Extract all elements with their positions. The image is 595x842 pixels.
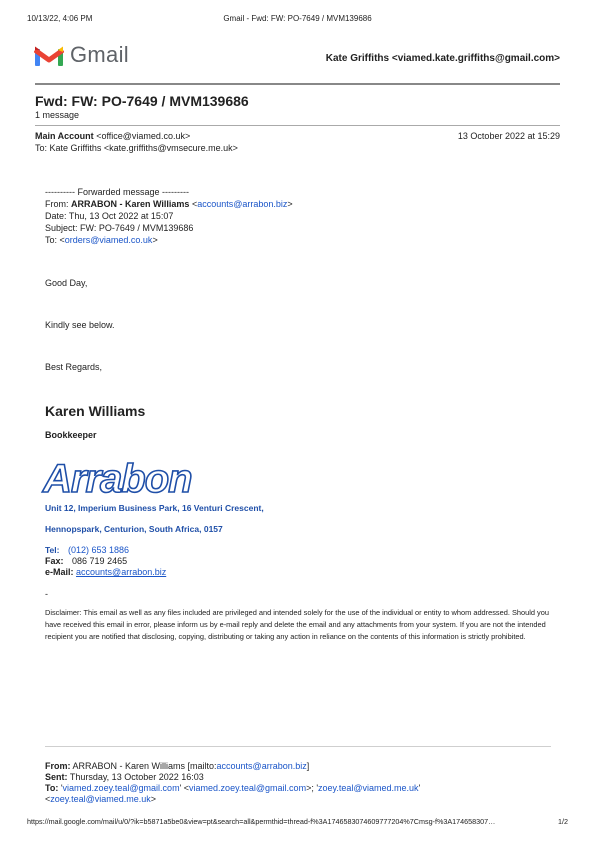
- quoted-to-q1: ': [58, 783, 63, 793]
- quoted-to-label: To:: [45, 783, 59, 793]
- print-datetime: 10/13/22, 4:06 PM: [27, 14, 93, 23]
- tel-label: Tel:: [45, 545, 60, 555]
- forwarded-from-name: ARRABON - Karen Williams: [71, 199, 190, 209]
- tel-number[interactable]: (012) 653 1886: [68, 545, 130, 555]
- thread-subject: Fwd: FW: PO-7649 / MVM139686: [35, 93, 249, 109]
- message-date: 13 October 2022 at 15:29: [457, 131, 560, 141]
- forwarded-from: [45, 199, 293, 210]
- gmail-wordmark: Gmail: [70, 42, 129, 67]
- print-page-number: 1/2: [558, 817, 568, 826]
- print-page-title: Gmail - Fwd: FW: PO-7649 / MVM139686: [223, 14, 372, 23]
- gmail-logo[interactable]: [34, 42, 129, 68]
- forwarded-to: [45, 235, 158, 246]
- body-closing: Best Regards,: [45, 362, 103, 372]
- fax-label: Fax:: [45, 556, 64, 566]
- message-recipient: To: Kate Griffiths <kate.griffiths@vmsecure.me.uk>: [35, 143, 238, 153]
- quoted-from: [45, 761, 309, 772]
- forwarded-from-open: <: [189, 199, 198, 209]
- signature-address-line1: Unit 12, Imperium Business Park, 16 Venturi Crescent,: [45, 503, 264, 513]
- forwarded-to-close: >: [152, 235, 158, 245]
- signature-title: Bookkeeper: [45, 430, 97, 440]
- signature-email: [45, 567, 166, 578]
- forwarded-to-email-link[interactable]: orders@viamed.co.uk: [64, 235, 153, 245]
- quoted-to-email2-link[interactable]: viamed.zoey.teal@gmail.com: [189, 783, 307, 793]
- account-label: Kate Griffiths <viamed.kate.griffiths@gmail.com>: [325, 53, 560, 64]
- quoted-to2-open: <: [45, 794, 51, 804]
- body-greeting: Good Day,: [45, 278, 88, 288]
- quoted-sent-text: Thursday, 13 October 2022 16:03: [67, 772, 204, 782]
- quoted-to-email1-link[interactable]: viamed.zoey.teal@gmail.com: [62, 783, 180, 793]
- quoted-from-email-link[interactable]: accounts@arrabon.biz: [216, 761, 307, 771]
- body-line: Kindly see below.: [45, 320, 115, 330]
- quoted-sent-label: Sent:: [45, 772, 68, 782]
- fax-number: 086 719 2465: [72, 556, 128, 566]
- signature-dash: -: [45, 589, 48, 599]
- message-count: 1 message: [35, 110, 80, 120]
- quoted-divider: [45, 746, 551, 747]
- header-divider: [35, 83, 560, 85]
- signature-email-link[interactable]: accounts@arrabon.biz: [76, 567, 167, 577]
- quoted-sent: [45, 772, 204, 783]
- thread-divider: [35, 125, 560, 126]
- signature-address-line2: Hennopspark, Centurion, South Africa, 0157: [45, 524, 223, 534]
- quoted-to: [45, 783, 420, 794]
- gmail-m-icon: [34, 44, 64, 67]
- forwarded-marker: ---------- Forwarded message ---------: [45, 187, 189, 197]
- forwarded-date: Date: Thu, 13 Oct 2022 at 15:07: [45, 211, 174, 221]
- quoted-to-q2: ': [418, 783, 421, 793]
- message-sender: [35, 131, 190, 142]
- quoted-to-email4-link[interactable]: zoey.teal@viamed.me.uk: [50, 794, 151, 804]
- signature-name: Karen Williams: [45, 403, 146, 419]
- disclaimer-text: Disclaimer: This email as well as any files included are privileged and intended solely for the use of the individual or entity to whom addressed. Should you have received this email in error, please inform us by e-mail reply and delete the email and any attachments from your system. If you are not the intended recipient you are notified that disclosing, copying, distributing or taking any action in reliance on the contents of this information is strictly prohibited.: [45, 608, 549, 641]
- email-label: e-Mail:: [45, 567, 74, 577]
- quoted-from-close: ]: [306, 761, 310, 771]
- print-footer-url[interactable]: https://mail.google.com/mail/u/0/?ik=b5871a5be0&view=pt&search=all&permthid=thread-f%3A1746583074609777204%7Cmsg-f%3A174658307…: [27, 817, 496, 826]
- signature-fax: [45, 556, 127, 567]
- quoted-from-text: ARRABON - Karen Williams [mailto:: [70, 761, 217, 771]
- forwarded-subject: Subject: FW: PO-7649 / MVM139686: [45, 223, 194, 233]
- quoted-to-mid2: >; ': [306, 783, 319, 793]
- forwarded-from-close: >: [287, 199, 293, 209]
- quoted-to2-close: >: [150, 794, 157, 804]
- signature-tel: [45, 545, 129, 556]
- arrabon-logo: Arrabon: [43, 457, 192, 501]
- forwarded-from-label: From:: [45, 199, 71, 209]
- sender-email: <office@viamed.co.uk>: [96, 131, 191, 141]
- quoted-to-mid1: ' <: [179, 783, 190, 793]
- sender-name: Main Account: [35, 131, 94, 141]
- quoted-to-email3-link[interactable]: zoey.teal@viamed.me.uk: [318, 783, 419, 793]
- quoted-from-label: From:: [45, 761, 71, 771]
- forwarded-from-email-link[interactable]: accounts@arrabon.biz: [197, 199, 288, 209]
- quoted-to-continued: [45, 794, 156, 805]
- forwarded-to-label: To: <: [45, 235, 65, 245]
